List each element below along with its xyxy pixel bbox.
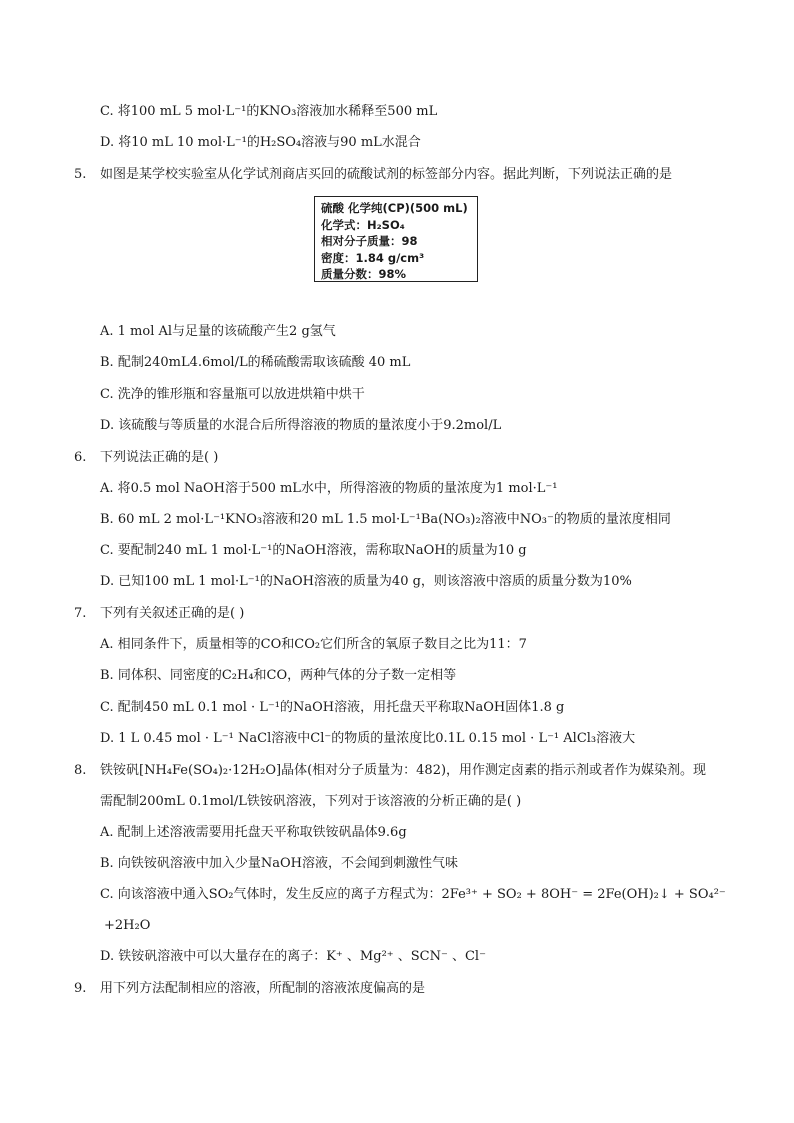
q4-option-c: C. 将100 mL 5 mol·L⁻¹的KNO₃溶液加水稀释至500 mL xyxy=(100,104,438,119)
q5-number: 5. xyxy=(74,167,87,182)
q9-number: 9. xyxy=(74,981,87,996)
q8-option-a: A. 配制上述溶液需要用托盘天平称取铁铵矾晶体9.6g xyxy=(100,825,407,840)
q8-number: 8. xyxy=(74,763,87,778)
q7-option-b: B. 同体积、同密度的C₂H₄和CO，两种气体的分子数一定相等 xyxy=(100,668,457,683)
label-line-density: 密度：1.84 g/cm³ xyxy=(321,250,425,265)
q6-option-a: A. 将0.5 mol NaOH溶于500 mL水中，所得溶液的物质的量浓度为1 mol·L⁻¹ xyxy=(100,481,558,496)
q6-option-b: B. 60 mL 2 mol·L⁻¹KNO₃溶液和20 mL 1.5 mol·L⁻¹Ba(NO₃)₂溶液中NO₃⁻的物质的量浓度相同 xyxy=(100,512,671,527)
q6-stem: 下列说法正确的是( ) xyxy=(100,450,219,465)
q8-option-b: B. 向铁铵矾溶液中加入少量NaOH溶液，不会闻到刺激性气味 xyxy=(100,856,458,871)
q5-option-c: C. 洗净的锥形瓶和容量瓶可以放进烘箱中烘干 xyxy=(100,387,365,402)
q8-option-c-line2: +2H₂O xyxy=(104,918,151,933)
q4-option-d: D. 将10 mL 10 mol·L⁻¹的H₂SO₄溶液与90 mL水混合 xyxy=(100,135,421,150)
q7-stem: 下列有关叙述正确的是( ) xyxy=(100,606,245,621)
q8-stem-line1: 铁铵矾[NH₄Fe(SO₄)₂·12H₂O]晶体(相对分子质量为：482)，用作测定卤素的指示剂或者作为媒染剂。现 xyxy=(100,763,707,778)
q5-stem: 如图是某学校实验室从化学试剂商店买回的硫酸试剂的标签部分内容。据此判断，下列说法正确的是 xyxy=(100,167,673,182)
sulfuric-acid-reagent-label xyxy=(314,196,478,282)
q5-option-d: D. 该硫酸与等质量的水混合后所得溶液的物质的量浓度小于9.2mol/L xyxy=(100,418,502,433)
q7-option-c: C. 配制450 mL 0.1 mol · L⁻¹的NaOH溶液，用托盘天平称取NaOH固体1.8 g xyxy=(100,700,565,715)
label-line-mass-fraction: 质量分数：98% xyxy=(321,267,407,281)
q6-option-d: D. 已知100 mL 1 mol·L⁻¹的NaOH溶液的质量为40 g，则该溶液中溶质的质量分数为10% xyxy=(100,574,632,589)
q6-number: 6. xyxy=(74,450,87,465)
q5-option-a: A. 1 mol Al与足量的该硫酸产生2 g氢气 xyxy=(100,324,336,339)
q6-option-c: C. 要配制240 mL 1 mol·L⁻¹的NaOH溶液，需称取NaOH的质量为10 g xyxy=(100,543,527,558)
label-line-name: 硫酸 化学纯(CP)(500 mL) xyxy=(321,201,468,215)
label-line-formula: 化学式：H₂SO₄ xyxy=(321,217,405,232)
q8-option-d: D. 铁铵矾溶液中可以大量存在的离子：K⁺ 、Mg²⁺ 、SCN⁻ 、Cl⁻ xyxy=(100,949,486,964)
q8-stem-line2: 需配制200mL 0.1mol/L铁铵矾溶液，下列对于该溶液的分析正确的是( ) xyxy=(100,794,522,809)
q8-option-c-line1: C. 向该溶液中通入SO₂气体时，发生反应的离子方程式为：2Fe³⁺ + SO₂ + 8OH⁻ = 2Fe(OH)₂↓ + SO₄²⁻ xyxy=(100,887,726,902)
q5-option-b: B. 配制240mL4.6mol/L的稀硫酸需取该硫酸 40 mL xyxy=(100,355,411,370)
q7-option-d: D. 1 L 0.45 mol · L⁻¹ NaCl溶液中Cl⁻的物质的量浓度比0.1L 0.15 mol · L⁻¹ AlCl₃溶液大 xyxy=(100,731,636,746)
q9-stem: 用下列方法配制相应的溶液，所配制的溶液浓度偏高的是 xyxy=(100,981,426,996)
q7-number: 7. xyxy=(74,606,87,621)
label-line-molar-mass: 相对分子质量：98 xyxy=(321,234,418,248)
q7-option-a: A. 相同条件下，质量相等的CO和CO₂它们所含的氧原子数目之比为11：7 xyxy=(100,637,527,652)
